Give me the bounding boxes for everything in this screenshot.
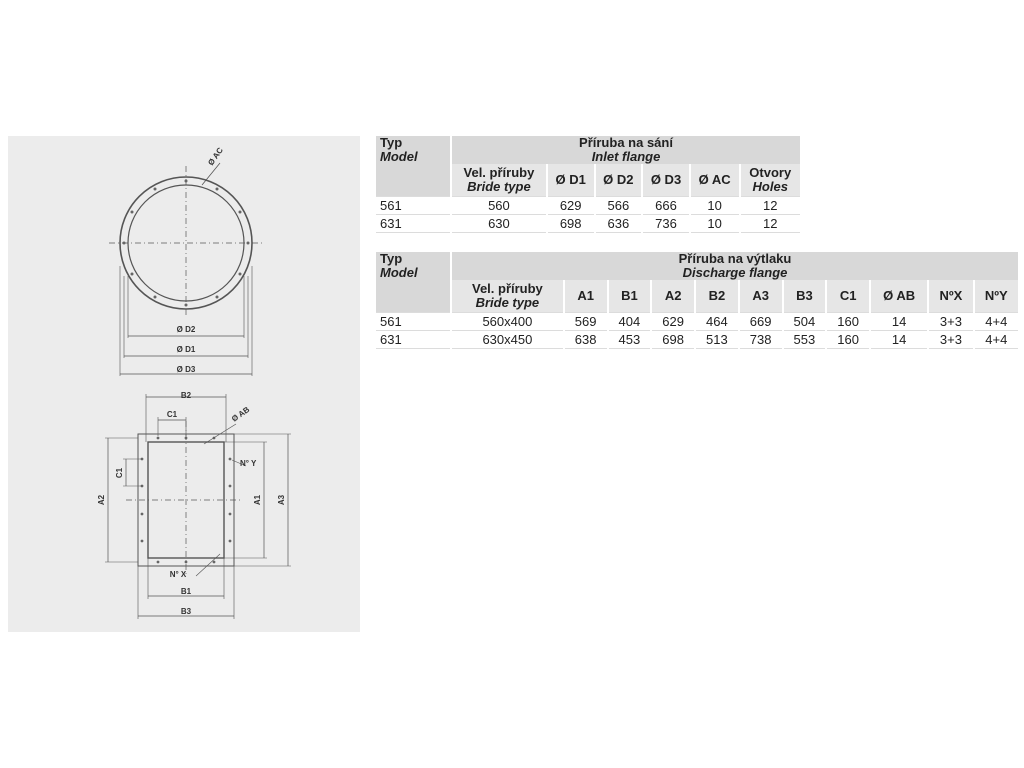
inlet-group-header-en: Inlet flange	[591, 149, 661, 164]
discharge-group-header-en: Discharge flange	[682, 265, 788, 280]
table-cell: 629	[652, 312, 694, 331]
table-cell: 736	[643, 215, 689, 233]
inlet-flange-table	[374, 136, 802, 233]
column-header: C1	[827, 280, 869, 312]
table-cell: 561	[376, 312, 450, 331]
column-header: Ø AB	[871, 280, 927, 312]
b1-label: B1	[180, 587, 192, 596]
table-cell: 669	[740, 312, 782, 331]
nx-label: N° X	[169, 570, 187, 579]
column-header: Ø D1	[548, 164, 594, 196]
column-header: Ø AC	[691, 164, 739, 196]
d2-label: Ø D2	[176, 325, 196, 334]
c1-side-label: C1	[115, 467, 124, 479]
table-cell: 12	[741, 215, 801, 233]
table-cell: 738	[740, 331, 782, 349]
table-cell: 561	[376, 196, 450, 215]
table-cell: 560x400	[452, 312, 563, 331]
table-cell: 698	[548, 215, 594, 233]
model-header	[376, 252, 450, 312]
table-cell: 3+3	[929, 312, 972, 331]
table-cell: 160	[827, 331, 869, 349]
table-row	[376, 215, 800, 233]
flange-drawing-panel	[8, 136, 360, 632]
table-cell: 4+4	[975, 331, 1018, 349]
table-row	[376, 312, 1018, 331]
table-row	[376, 331, 1018, 349]
column-header: NºX	[929, 280, 972, 312]
table-cell: 12	[741, 196, 801, 215]
a1-label: A1	[253, 494, 262, 506]
column-header: B1	[609, 280, 651, 312]
column-header: NºY	[975, 280, 1018, 312]
discharge-flange-table	[374, 252, 1020, 349]
column-header: B2	[696, 280, 738, 312]
table-row	[376, 196, 800, 215]
flange-drawings	[8, 136, 360, 632]
discharge-group-header-cz: Příruba na výtlaku	[678, 251, 792, 266]
b3-label: B3	[180, 607, 192, 616]
table-cell: 569	[565, 312, 607, 331]
column-header: A3	[740, 280, 782, 312]
table-cell: 553	[784, 331, 826, 349]
table-cell: 631	[376, 215, 450, 233]
column-header: B3	[784, 280, 826, 312]
column-header: Vel. příruby Bride type	[452, 164, 546, 196]
table-cell: 630	[452, 215, 546, 233]
discharge-flange-drawing	[105, 394, 291, 619]
model-header-en: Model	[380, 265, 418, 280]
column-header: Otvory Holes	[741, 164, 801, 196]
d1-label: Ø D1	[176, 345, 196, 354]
discharge-group-header	[452, 252, 1018, 280]
inlet-group-header-cz: Příruba na sání	[579, 135, 673, 150]
table-cell: 10	[691, 196, 739, 215]
table-cell: 513	[696, 331, 738, 349]
table-cell: 4+4	[975, 312, 1018, 331]
table-cell: 464	[696, 312, 738, 331]
table-cell: 566	[596, 196, 642, 215]
ac-label: Ø AC	[206, 145, 225, 168]
d3-label: Ø D3	[176, 365, 196, 374]
a2-label: A2	[97, 494, 106, 506]
table-cell: 638	[565, 331, 607, 349]
table-cell: 631	[376, 331, 450, 349]
table-cell: 698	[652, 331, 694, 349]
table-cell: 14	[871, 312, 927, 331]
column-header: Ø D3	[643, 164, 689, 196]
table-cell: 560	[452, 196, 546, 215]
column-header: A2	[652, 280, 694, 312]
column-header: A1	[565, 280, 607, 312]
table-cell: 160	[827, 312, 869, 331]
model-header-cz: Typ	[380, 251, 403, 266]
ab-label: Ø AB	[229, 404, 252, 424]
c1-top-label: C1	[166, 410, 178, 419]
table-cell: 504	[784, 312, 826, 331]
model-header-cz: Typ	[380, 135, 403, 150]
model-header	[376, 136, 450, 196]
ny-label: N° Y	[240, 459, 257, 468]
table-cell: 14	[871, 331, 927, 349]
inlet-group-header	[452, 136, 800, 164]
table-cell: 629	[548, 196, 594, 215]
column-header: Ø D2	[596, 164, 642, 196]
table-cell: 453	[609, 331, 651, 349]
b2-label: B2	[180, 391, 192, 400]
table-cell: 404	[609, 312, 651, 331]
a3-label: A3	[277, 494, 286, 506]
table-cell: 666	[643, 196, 689, 215]
table-cell: 3+3	[929, 331, 972, 349]
table-cell: 10	[691, 215, 739, 233]
model-header-en: Model	[380, 149, 418, 164]
table-cell: 636	[596, 215, 642, 233]
column-header: Vel. příruby Bride type	[452, 280, 563, 312]
table-cell: 630x450	[452, 331, 563, 349]
